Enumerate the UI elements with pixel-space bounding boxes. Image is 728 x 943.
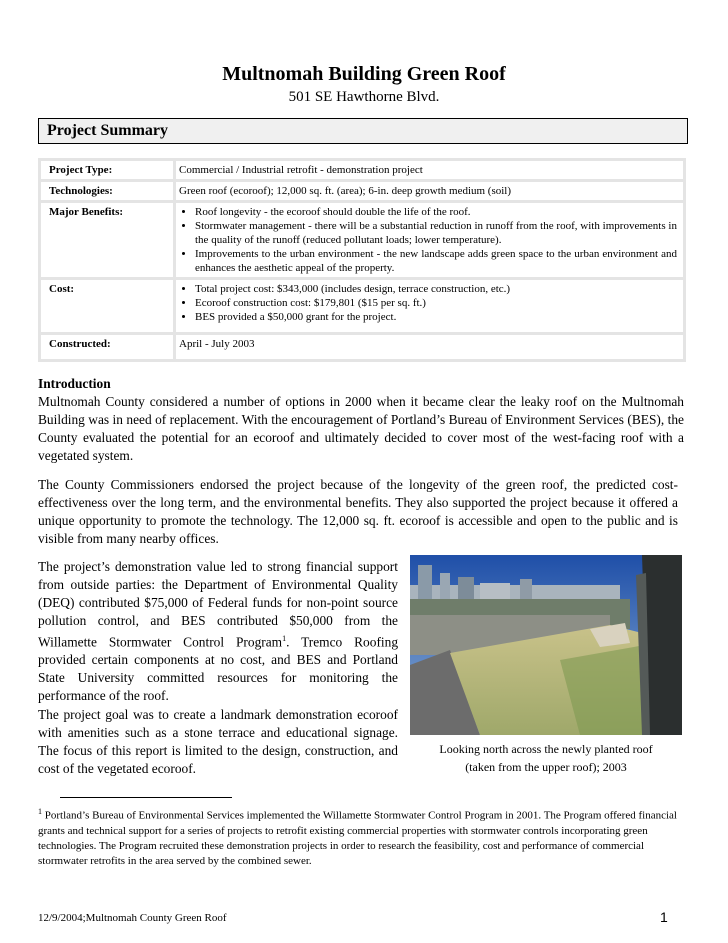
benefit-item: • Roof longevity - the ecoroof should double the life of the roof. xyxy=(195,205,677,219)
footnote-marker: 1 xyxy=(38,807,42,816)
page-title: Multnomah Building Green Roof xyxy=(222,63,506,85)
paragraph-text: . Tremco Roofing provided certain components at no cost, and BES and Portland State University committed resources for monitoring the performance of the roof. xyxy=(38,634,399,704)
summary-label: Cost: xyxy=(41,280,173,332)
summary-value: Commercial / Industrial retrofit - demonstration project xyxy=(176,161,683,179)
summary-row-major-benefits xyxy=(41,203,683,277)
cost-item: • BES provided a $50,000 grant for the project. xyxy=(195,310,677,324)
paragraph: The County Commissioners endorsed the project because of the longevity of the green roof, the predicted cost-effectiveness over the long term, and the environmental benefits. They also supported the project because it offered a unique opportunity to promote the technology. The 12,000 sq. ft. ecoroof is accessible and open to the public and is visible from many nearby offices. xyxy=(38,477,678,546)
summary-value-list xyxy=(176,280,683,332)
page-subtitle-address: 501 SE Hawthorne Blvd. xyxy=(288,89,440,105)
roof-photo xyxy=(410,555,682,735)
photo-caption xyxy=(410,740,682,776)
summary-value: Green roof (ecoroof); 12,000 sq. ft. (area); 6-in. deep growth medium (soil) xyxy=(176,182,683,200)
page-number: 1 xyxy=(660,909,668,925)
introduction-section xyxy=(38,375,684,465)
summary-label: Constructed: xyxy=(41,335,173,359)
caption-line: Looking north across the newly planted roof xyxy=(439,742,653,756)
paragraph: The project goal was to create a landmark demonstration ecoroof with amenities such as a stone terrace and educational signage. The focus of this report is limited to the design, construction, and cost of the vegetated ecoroof. xyxy=(38,707,398,776)
section-heading-project-summary: Project Summary xyxy=(38,118,688,144)
cost-item: • Total project cost: $343,000 (includes design, terrace construction, etc.) xyxy=(195,282,677,296)
footer-document-info: 12/9/2004;Multnomah County Green Roof xyxy=(38,912,227,924)
benefit-item: • Improvements to the urban environment - the new landscape adds green space to the urban environment and enhances the aesthetic appeal of the property. xyxy=(195,247,677,275)
summary-value-list xyxy=(176,203,683,277)
summary-label: Technologies: xyxy=(41,182,173,200)
summary-row-technologies xyxy=(41,182,683,200)
paragraph: Multnomah County considered a number of options in 2000 when it became clear the leaky roof on the Multnomah Building was in need of replacement. With the encouragement of Portland’s Bureau of Environment Services (BES), the County evaluated the potential for an ecoroof and ultimately decided to cover most of the west-facing roof with a vegetated system. xyxy=(38,394,684,463)
summary-row-project-type xyxy=(41,161,683,179)
caption-line: (taken from the upper roof); 2003 xyxy=(465,760,627,774)
summary-label: Major Benefits: xyxy=(41,203,173,277)
footnote-reference: 1 xyxy=(282,634,287,643)
summary-row-constructed xyxy=(41,335,683,359)
paragraph-funding xyxy=(38,558,398,705)
summary-row-cost xyxy=(41,280,683,332)
benefit-item: • Stormwater management - there will be a substantial reduction in runoff from the roof, with improvements in the quality of the runoff (reduced pollutant loads; lower temperature). xyxy=(195,219,677,247)
footnote-divider xyxy=(60,797,232,798)
footnote xyxy=(38,804,688,869)
paragraph-text: The project’s demonstration value led to strong financial support from outside parties: the Department of Environmental Quality (DEQ) contributed $75,000 of Federal funds for non-point source pollution control, and BES contributed $50,000 from the Willamette Stormwater Control Program xyxy=(38,559,398,650)
cost-item: • Ecoroof construction cost: $179,801 ($15 per sq. ft.) xyxy=(195,296,677,310)
summary-label: Project Type: xyxy=(41,161,173,179)
project-summary-table xyxy=(38,158,686,362)
introduction-heading: Introduction xyxy=(38,376,111,391)
footnote-text: Portland’s Bureau of Environmental Services implemented the Willamette Stormwater Control Program in 2001. The Program offered financial grants and technical support for a series of projects to retrofit existing commercial properties with stormwater controls incorporating green technologies. The Program recruited these demonstration projects in order to research the feasibility, cost and performance of commercial stormwater retrofits in the area served by the combined sewer. xyxy=(38,809,677,867)
summary-value: April - July 2003 xyxy=(176,335,683,359)
